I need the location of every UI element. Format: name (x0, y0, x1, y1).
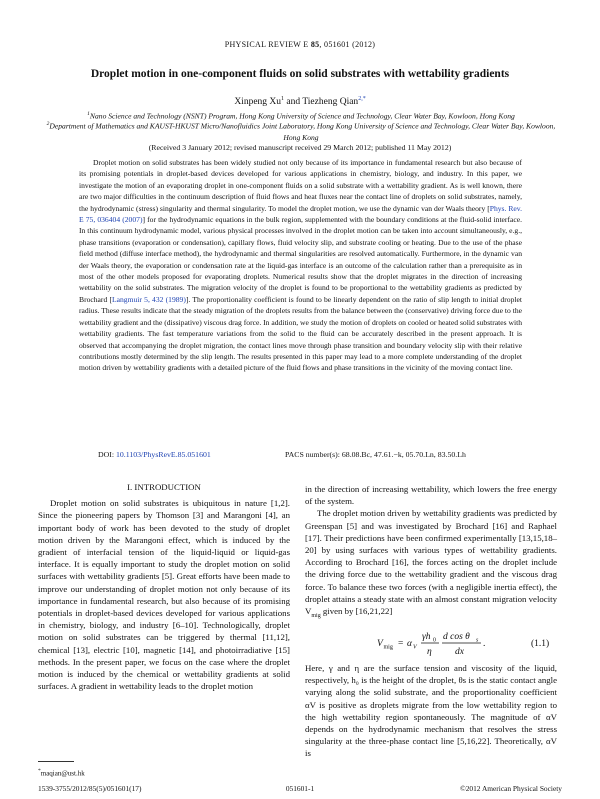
affiliation-mark: 1 (87, 111, 90, 117)
affiliation-text: Nano Science and Technology (NSNT) Program, Hong Kong University of Science and Technology, Clear Water Bay, Kowloon, Hong Kong (89, 111, 515, 121)
paper-title: Droplet motion in one-component fluids on solid substrates with wettability gradients (90, 68, 510, 80)
eq-alpha: α (407, 638, 412, 649)
eq-frac1-num-sub: 0 (433, 637, 436, 644)
journal-volume: 85 (310, 40, 320, 49)
eq-frac2-den: dx (455, 646, 464, 657)
equation-graphic (305, 625, 557, 659)
body-text: given by [16,21,22] (320, 606, 393, 617)
reference-link[interactable]: Phys. Rev. E 75, 036404 (2007) (79, 203, 522, 225)
eq-frac1-den: η (427, 646, 432, 657)
page-footer (0, 784, 600, 796)
journal-citation: 051601 (2012) (324, 40, 376, 49)
footnote-divider (38, 761, 74, 762)
eq-frac2-num: d cos θ (443, 631, 470, 642)
author-conjunction: and (286, 97, 301, 108)
journal-header: PHYSICAL REVIEW E 85, 051601 (2012) (224, 40, 376, 49)
pacs-numbers (285, 450, 466, 459)
corresponding-email[interactable]: maqian@ust.hk (40, 769, 85, 778)
author-list (40, 96, 560, 107)
pacs-value: 68.08.Bc, 47.61.−k, 05.70.Ln, 83.50.Lh (341, 450, 466, 459)
footnote-mark: * (38, 768, 41, 774)
footer-issn: 1539-3755/2012/85(5)/051601(17) (38, 784, 142, 793)
section-heading: I. INTRODUCTION (127, 482, 201, 492)
affiliation-mark: 2 (46, 121, 50, 127)
eq-frac1-num: γh (422, 631, 431, 642)
eq-lhs: V (377, 638, 383, 649)
author-name: Tiezheng Qian (302, 97, 359, 108)
body-paragraph: Here, γ and η are the surface tension and viscosity of the liquid, respectively, h₀ is the height of the droplet, θs is the static contact angle varying along the solid substrate, and the proportionality coefficient αV is positive as droplets migrate from the low wettability region to the high wettability region spontaneously. The magnitude of αV depends on the hydrodynamic mechanism that resolves the stress singularity at the three-phase contact line [5,16,22]. Theoretically, αV is (305, 662, 557, 759)
eq-lhs-sub: mig (383, 644, 393, 651)
received-dates: (Received 3 January 2012; revised manuscript received 29 March 2012; published 11 May 2012) (148, 143, 452, 152)
abstract-text: Droplet motion on solid substrates has been widely studied not only because of its importance in fundamental research but also because of its promising potentials in droplet-based devices developed for various applications in chemistry, biology, and industry. In this paper, we investigate the motion of an evaporating droplet in one-component fluids on a solid substrate with a wettability gradient. As is well known, there are two major difficulties in the continuum description of fluid flows and heat fluxes near the contact line of droplets on solid substrates, namely, the hydrodynamic (stress) singularity and thermal singularity. To model the droplet motion, we use the dynamic van der Waals theory [ (79, 158, 522, 213)
abstract-text: ] for the hydrodynamic equations in the bulk region, supplemented with the boundary conditions at the fluid-solid interface. In this continuum hydrodynamic model, various physical processes involved in the droplet motion can be taken into account simultaneously, e.g., phase transitions (evaporation or condensation), capillary flows, fluid velocity slip, and substrate cooling or heating. Due to the use of the phase field method (diffuse interface method), the hydrodynamic and thermal singularities are resolved automatically. Furthermore, in the dynamic van der Waals theory, the evaporation or condensation rate at the liquid-gas interface is an outcome of the calculation rather than a prerequisite as in most of the other models proposed for evaporating droplets. Numerical results show that the droplet migrates in the direction of increasing wettability on the solid substrates. The migration velocity of the droplet is found to be proportional to the wettability gradients as predicted by Brochard [ (79, 215, 522, 304)
journal-name: PHYSICAL REVIEW E (224, 40, 309, 49)
body-paragraph (305, 507, 557, 622)
right-column (305, 483, 557, 760)
footer-page-number: 051601-1 (285, 784, 315, 793)
doi-link[interactable]: 10.1103/PhysRevE.85.051601 (115, 450, 211, 459)
left-column (38, 481, 290, 692)
body-paragraph: in the direction of increasing wettability, which lowers the free energy of the system. (305, 484, 557, 507)
body-text: The droplet motion driven by wettability gradients was predicted by Greenspan [5] and was investigated by Brochard [16] and Raphael [17]. Their predictions have been confirmed experimentally [13,15,18–20] by using surfaces with various types of wettability gradients. According to Brochard [16], the forces acting on the droplet include the driving force due to the wettability gradient and the viscous drag force. To balance these two forces (with a negligible inertia effect), the droplet attains a steady state with an almost constant migration velocity V (305, 508, 557, 617)
footer-copyright: ©2012 American Physical Society (460, 784, 562, 793)
eq-frac2-num-sub: s (476, 637, 479, 644)
eq-number: (1.1) (531, 638, 550, 649)
pacs-label: PACS number(s): (285, 450, 340, 459)
doi-pacs-line (98, 450, 518, 459)
eq-equals: = (398, 638, 404, 649)
affiliation-text: Department of Mathematics and KAUST-HKUST Micro/Nanofluidics Joint Laboratory, Hong Kong University of Science and Technology, Clear Water Bay, Kowloon, Hong Kong (49, 121, 556, 142)
abstract (79, 157, 522, 374)
author-name: Xinpeng Xu (234, 97, 282, 108)
equation-1-1 (305, 625, 557, 659)
affiliation (46, 119, 556, 143)
reference-link[interactable]: Langmuir 5, 432 (1989) (112, 294, 186, 304)
author-affiliation-mark[interactable]: 2,* (358, 96, 366, 102)
abstract-text: ]. The proportionality coefficient is found to be linearly dependent on the ratio of slip length to initial droplet radius. These results indicate that the steady migration of the droplets results from the balance between the (conservative) driving force due to the wettability gradient and the (dissipative) viscous drag force. In addition, we study the motion of droplets on cooled or heated solid substrates with wettability gradients. The fast temperature variations from the solid to the fluid can be accurately described in the present approach. It is observed that accompanying the droplet migration, the contact lines move through phase transition and boundary velocity slip with their relative contributions mostly determined by the slip length. The results presented in this paper may lead to a more complete understanding of the droplet motion driven by wettability gradients with a detailed picture of the fluid flows and phase transitions in the vicinity of the moving contact line. (79, 294, 522, 373)
author-affiliation-mark: 1 (281, 96, 285, 102)
subscript: mig (311, 612, 321, 619)
footnote (38, 768, 85, 777)
body-paragraph: Droplet motion on solid substrates is ubiquitous in nature [1,2]. Since the pioneering papers by Thomson [3] and Marangoni [4], an important body of work has been devoted to the study of droplet motion driven by the Marangoni effect, which is induced by the gradient of interfacial tension of the liquid-liquid or liquid-gas interface. It is equally important to study the droplet motion on solid surfaces with wettability gradients [5]. Great efforts have been made to improve our understanding of droplet motion not only because of its importance in fundamental research, but also because of its promising potentials in droplet-based devices developed for various applications in chemistry, biology, and industry [6–10]. Technologically, droplet motion on solid substrates can be triggered by thermal [11,12], chemical [13], electric [10], magnetic [14], and photoirradiative [15] methods. In the present paper, we focus on the case where the droplet motion is induced by the chemical or wettability gradients at solid surfaces. A gradient in wettability leads to the droplet motion (38, 498, 290, 692)
doi-label: DOI: (98, 450, 115, 459)
eq-alpha-sub: V (413, 644, 417, 651)
eq-period: . (483, 638, 486, 649)
